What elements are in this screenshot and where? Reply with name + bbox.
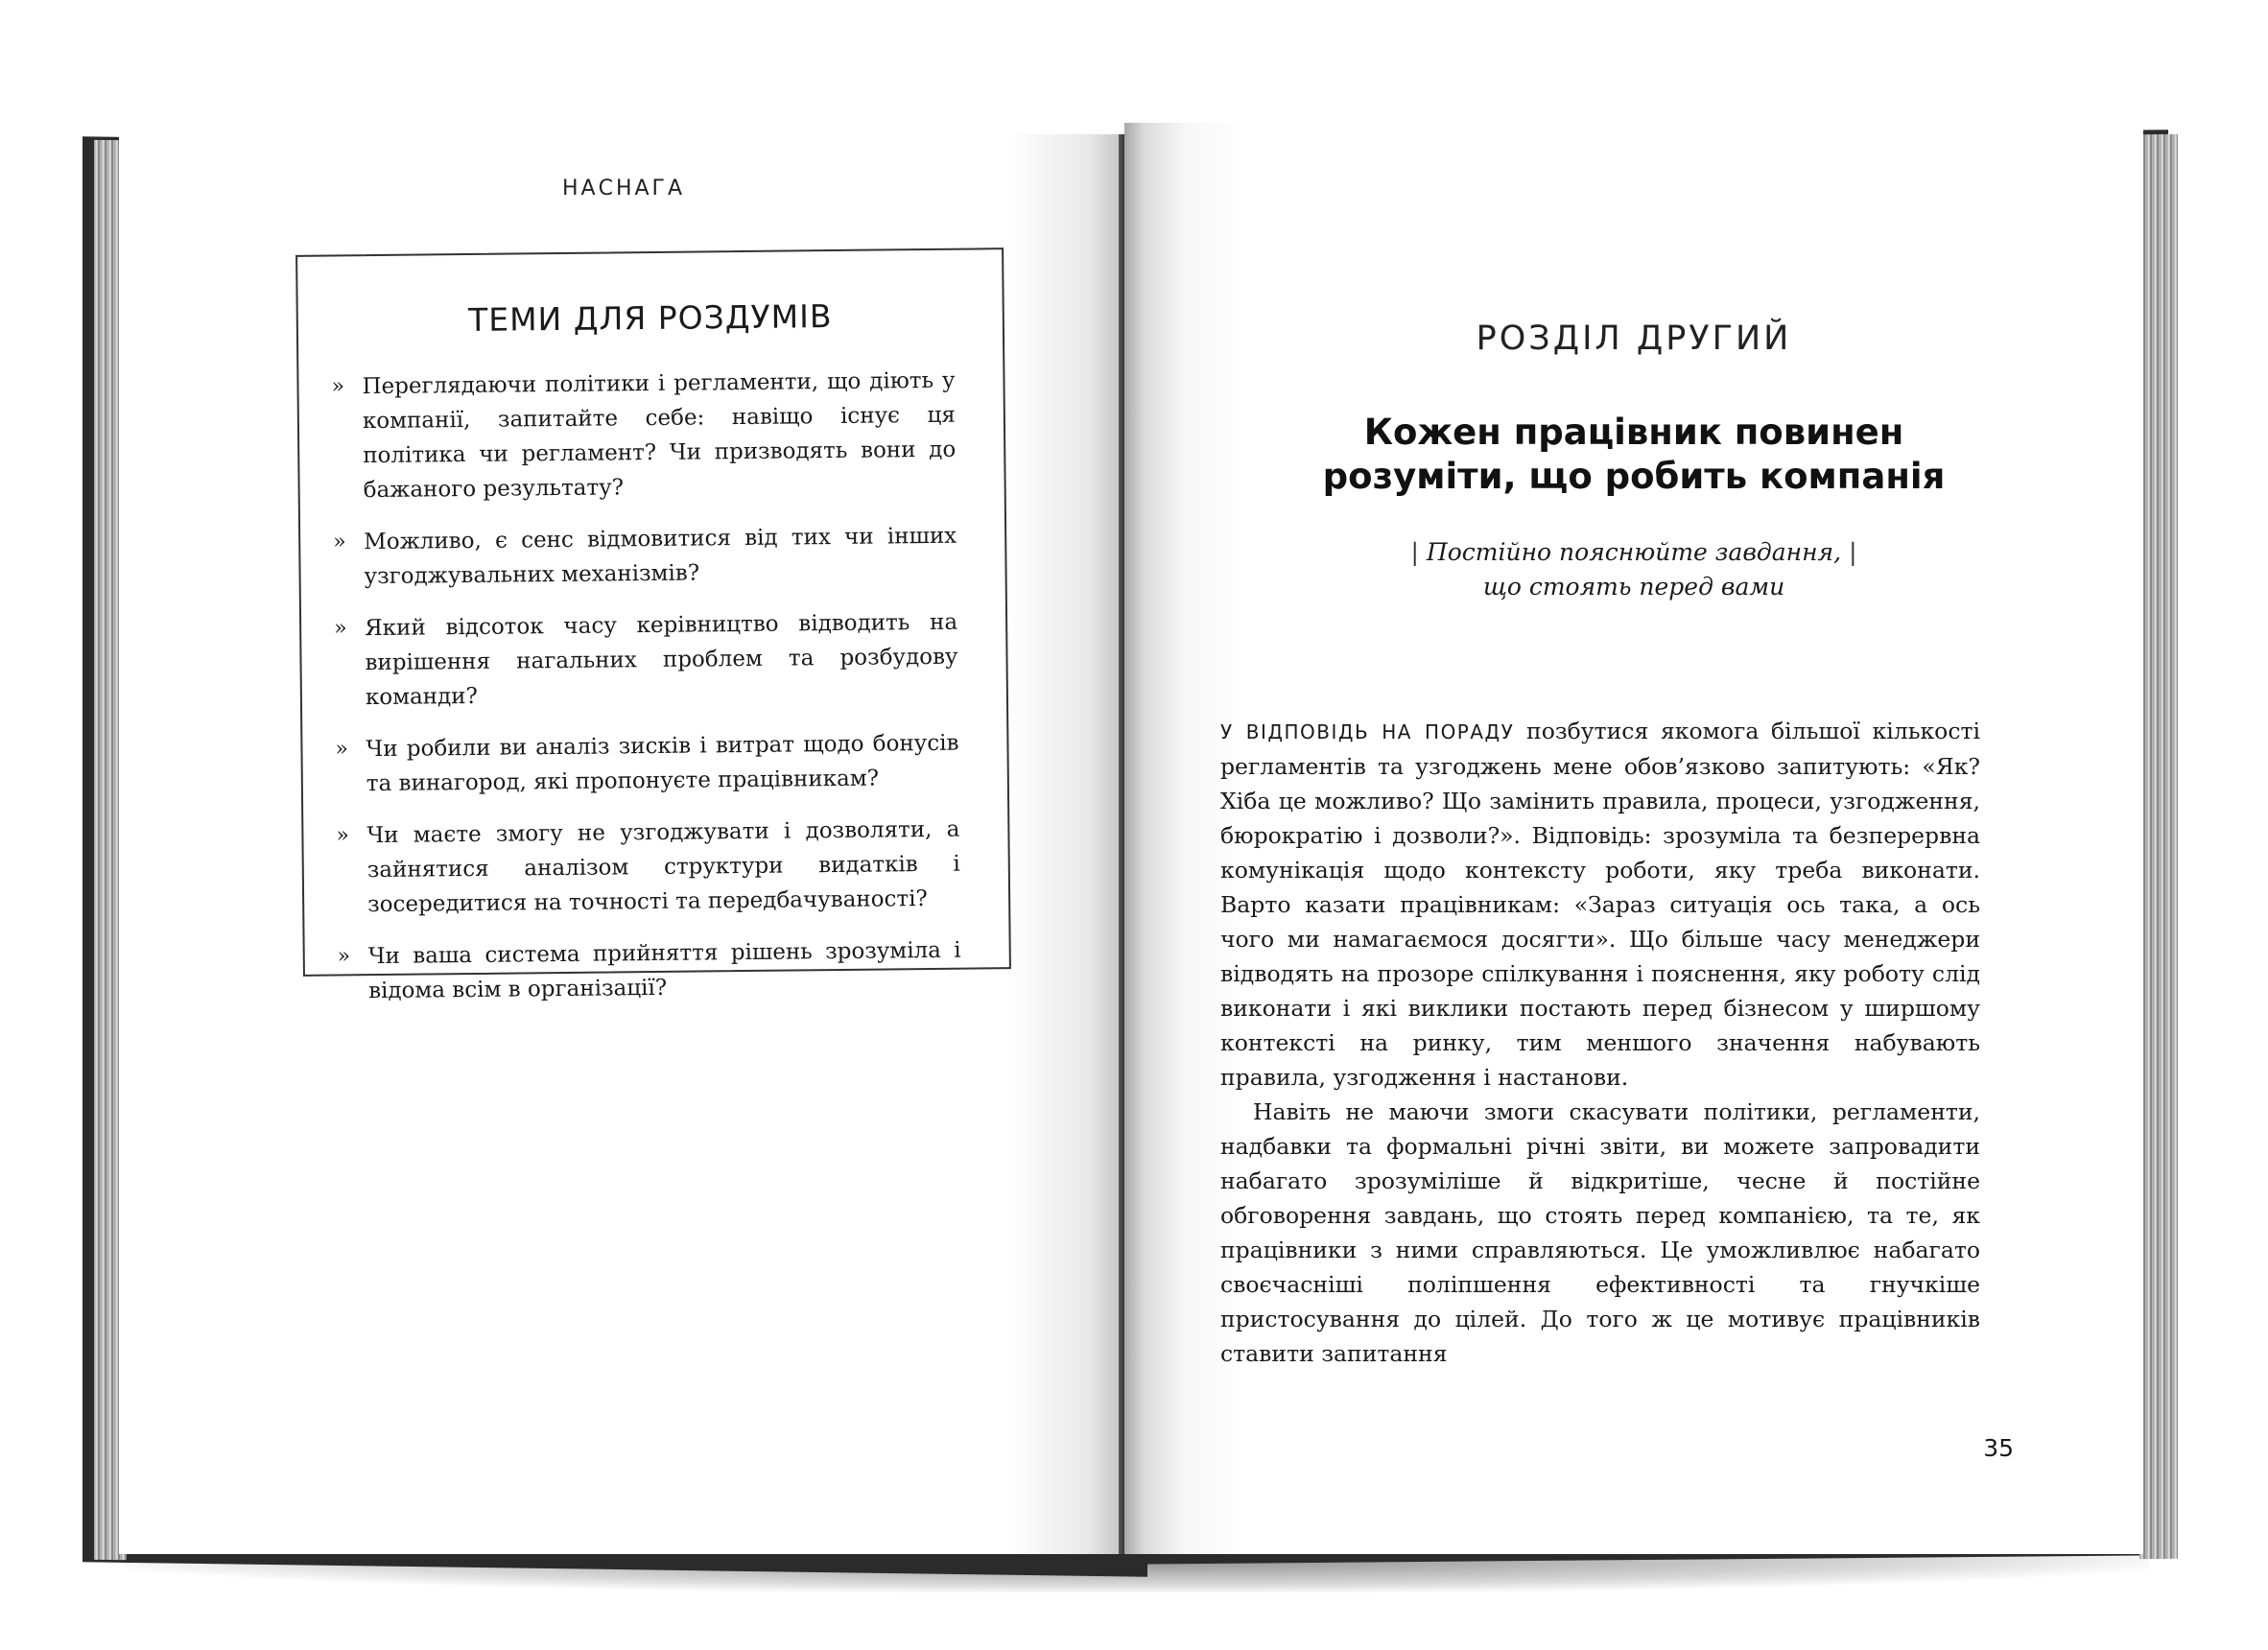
- epigraph-line: що стоять перед вами: [1482, 573, 1785, 601]
- chapter-title: [1124, 411, 2143, 499]
- paragraph: Навіть не маючи змоги скасувати політики, регламенти, надбавки та формальні річні звіти, ви можете запровадити набагато зрозуміліше й відкритіше, чесне й постійне обговорення завдань, що стоять перед компанією, та те, як працівники з ними справляються. Це уможливлює набагато своєчасніші поліпшення ефективності та гнучкіше пристосування до цілей. До того ж це мотивує працівників ставити запитання: [1220, 1098, 1980, 1367]
- list-item-text: Який відсоток часу керівництво відводить на вирішення нагальних проблем та розбудову команди?: [365, 609, 958, 711]
- list-item-text: Чи маєте змогу не узгоджувати і дозволяти, а зайнятися аналізом структури видатків і зосередитися на точності та передбачуваності?: [366, 816, 960, 918]
- bullet-marker: »: [331, 374, 345, 399]
- list-item-text: Переглядаючи політики і регламенти, що діють у компанії, запитайте себе: навіщо існує ця політика чи регламент? Чи призводять вони до бажаного результату?: [362, 367, 957, 504]
- epigraph-bar-left: |: [1410, 538, 1419, 566]
- epigraph: [1124, 535, 2143, 604]
- list-item: [336, 813, 960, 923]
- left-page: [119, 134, 1128, 1554]
- bullet-marker: »: [336, 823, 350, 848]
- paragraph: [1220, 714, 1980, 1095]
- right-page: [1124, 123, 2143, 1554]
- body-text: [1220, 714, 1980, 1371]
- page-number: 35: [1983, 1434, 2014, 1462]
- bullet-marker: »: [337, 944, 351, 969]
- bullet-marker: »: [334, 616, 347, 641]
- bullet-marker: »: [335, 737, 349, 762]
- list-item: [338, 933, 962, 1009]
- list-item-text: Чи робили ви аналіз зисків і витрат щодо бонусів та винагород, які пропонуєте працівникам?: [366, 730, 959, 797]
- epigraph-line: [1124, 535, 2143, 570]
- list-item: [335, 726, 959, 802]
- chapter-title-line: розуміти, що робить компанія: [1322, 456, 1946, 497]
- page-edges-right: [2139, 134, 2178, 1559]
- list-item: [331, 364, 956, 508]
- reflection-box-heading: ТЕМИ ДЛЯ РОЗДУМІВ: [467, 297, 833, 340]
- list-item-text: Можливо, є сенс відмовитися від тих чи інших узгоджувальних механізмів?: [364, 523, 957, 590]
- reflection-list: [331, 364, 961, 1026]
- list-item-text: Чи ваша система прийняття рішень зрозуміла і відома всім в організації?: [367, 937, 961, 1004]
- reflection-box: [295, 248, 1011, 1004]
- list-item: [334, 605, 958, 716]
- chapter-label: РОЗДІЛ ДРУГИЙ: [1476, 319, 1792, 358]
- paragraph-lead-in: У ВІДПОВІДЬ НА ПОРАДУ: [1220, 720, 1515, 743]
- chapter-title-line: Кожен працівник повинен: [1363, 412, 1904, 453]
- bullet-marker: »: [333, 530, 346, 554]
- paragraph-text: позбутися якомога більшої кількості регламентів та узгоджень мене обов’язково запитують: «Як? Хіба це можливо? Що замінить правила, процеси, узгодження, бюрократію і дозволи?». Відповідь: зрозуміла та безперервна комунікація щодо контексту роботи, яку треба виконати. Варто казати працівникам: «Зараз ситуація ось така, а ось чого ми намагаємося досягти». Що більше часу менеджери відводять на прозоре спілкування і пояснення, яку роботу слід виконати і які виклики постають перед бізнесом у ширшому контексті на ринку, тим меншого значення набувають правила, узгодження і настанови.: [1220, 718, 1980, 1091]
- list-item: [333, 519, 957, 595]
- epigraph-bar-right: |: [1849, 538, 1857, 566]
- epigraph-text: Постійно пояснюйте завдання,: [1426, 538, 1842, 566]
- running-head: НАСНАГА: [561, 177, 685, 200]
